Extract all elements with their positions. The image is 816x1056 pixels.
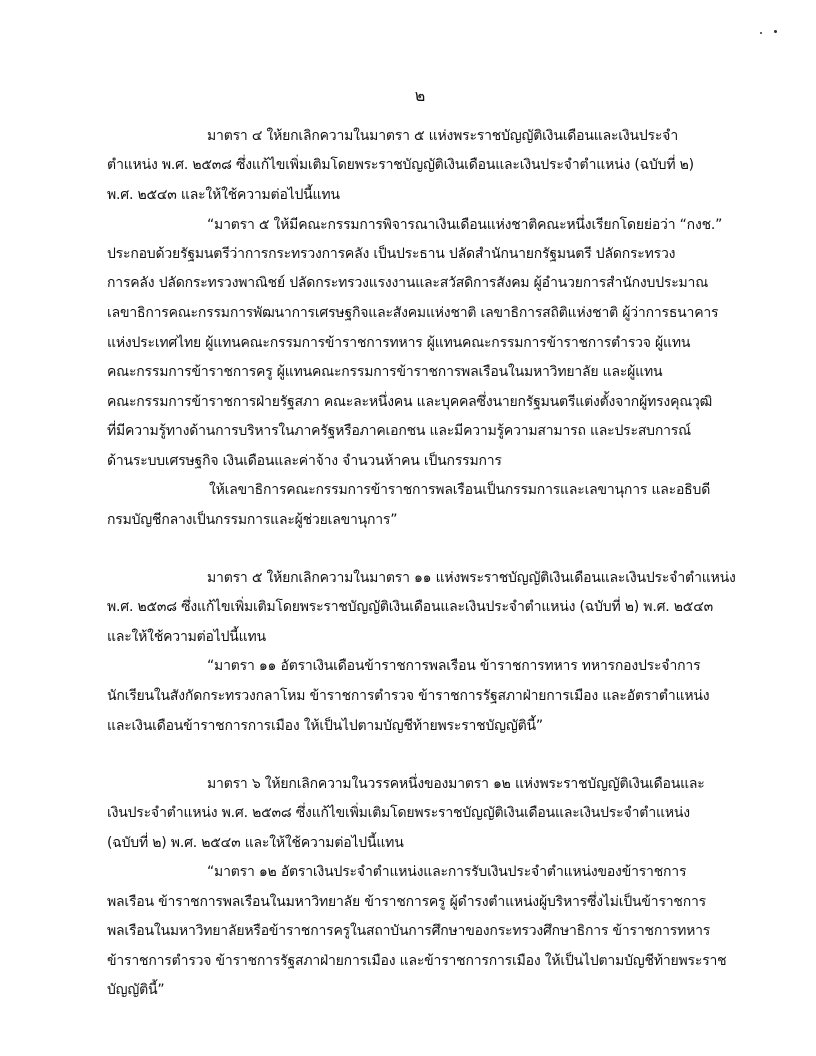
section-3-line: พลเรือนในมหาวิทยาลัยหรือข้าราชการครูในสถาบันการศึกษาของกระทรวงศึกษาธิการ ข้าราชการทหาร [107,923,711,939]
section-2-line: มาตรา ๕ ให้ยกเลิกความในมาตรา ๑๑ แห่งพระราชบัญญัติเงินเดือนและเงินประจำตำแหน่ง [207,570,736,586]
section-2-line: นักเรียนในสังกัดกระทรวงกลาโหม ข้าราชการตำรวจ ข้าราชการรัฐสภาฝ่ายการเมือง และอัตราตำแหน่ง [107,688,710,704]
section-1-line: แห่งประเทศไทย ผู้แทนคณะกรรมการข้าราชการทหาร ผู้แทนคณะกรรมการข้าราชการตำรวจ ผู้แทน [107,335,691,351]
section-3-line: “มาตรา ๑๒ อัตราเงินประจำตำแหน่งและการรับเงินประจำตำแหน่งของข้าราชการ [207,864,687,880]
scan-speck [760,32,762,34]
section-3-line: มาตรา ๖ ให้ยกเลิกความในวรรคหนึ่งของมาตรา ๑๒ แห่งพระราชบัญญัติเงินเดือนและ [207,776,705,792]
section-1-line: มาตรา ๔ ให้ยกเลิกความในมาตรา ๕ แห่งพระราชบัญญัติเงินเดือนและเงินประจำ [207,128,679,144]
section-1-line: ด้านระบบเศรษฐกิจ เงินเดือนและค่าจ้าง จำนวนห้าคน เป็นกรรมการ [107,453,502,469]
section-1-line: คณะกรรมการข้าราชการฝ่ายรัฐสภา คณะละหนึ่งคน และบุคคลซึ่งนายกรัฐมนตรีแต่งตั้งจากผู้ทรงคุณวุฒิ [107,394,713,410]
section-3-line: ข้าราชการตำรวจ ข้าราชการรัฐสภาฝ่ายการเมือง และข้าราชการการเมือง ให้เป็นไปตามบัญชีท้ายพระราช [107,953,727,969]
section-1-line: ให้เลขาธิการคณะกรรมการข้าราชการพลเรือนเป็นกรรมการและเลขานุการ และอธิบดี [209,482,711,498]
section-2-line: และเงินเดือนข้าราชการการเมือง ให้เป็นไปตามบัญชีท้ายพระราชบัญญัตินี้” [107,718,543,734]
section-1-line: การคลัง ปลัดกระทรวงพาณิชย์ ปลัดกระทรวงแรงงานและสวัสดิการสังคม ผู้อำนวยการสำนักงบประมาณ [107,275,708,291]
section-1-line: คณะกรรมการข้าราชการครู ผู้แทนคณะกรรมการข้าราชการพลเรือนในมหาวิทยาลัย และผู้แทน [107,364,663,380]
scan-speck [774,30,777,33]
section-1-line: ตำแหน่ง พ.ศ. ๒๕๓๘ ซึ่งแก้ไขเพิ่มเติมโดยพระราชบัญญัติเงินเดือนและเงินประจำตำแหน่ง (ฉบับที่ ๒) [107,157,694,173]
page-number: ๒ [414,86,426,105]
section-1-line: ประกอบด้วยรัฐมนตรีว่าการกระทรวงการคลัง เป็นประธาน ปลัดสำนักนายกรัฐมนตรี ปลัดกระทรวง [107,246,676,262]
section-3-line: (ฉบับที่ ๒) พ.ศ. ๒๕๔๓ และให้ใช้ความต่อไปนี้แทน [107,835,404,851]
section-3-line: เงินประจำตำแหน่ง พ.ศ. ๒๕๓๘ ซึ่งแก้ไขเพิ่มเติมโดยพระราชบัญญัติเงินเดือนและเงินประจำตำแหน่ง [107,805,690,821]
section-2-line: “มาตรา ๑๑ อัตราเงินเดือนข้าราชการพลเรือน ข้าราชการทหาร ทหารกองประจำการ [207,658,701,674]
section-1-line: เลขาธิการคณะกรรมการพัฒนาการเศรษฐกิจและสังคมแห่งชาติ เลขาธิการสถิติแห่งชาติ ผู้ว่าการธนาคาร [107,305,719,321]
section-1-line: ที่มีความรู้ทางด้านการบริหารในภาครัฐหรือภาคเอกชน และมีความรู้ความสามารถ และประสบการณ์ [107,423,691,439]
section-3-line: บัญญัตินี้” [107,982,165,998]
section-2-line: และให้ใช้ความต่อไปนี้แทน [107,629,266,645]
section-1-line: “มาตรา ๕ ให้มีคณะกรรมการพิจารณาเงินเดือนแห่งชาติคณะหนึ่งเรียกโดยย่อว่า “กงช.” [207,217,723,233]
section-1-line: กรมบัญชีกลางเป็นกรรมการและผู้ช่วยเลขานุการ” [107,512,398,528]
section-1-line: พ.ศ. ๒๕๔๓ และให้ใช้ความต่อไปนี้แทน [107,187,340,203]
section-3-line: พลเรือน ข้าราชการพลเรือนในมหาวิทยาลัย ข้าราชการครู ผู้ดำรงตำแหน่งผู้บริหารซึ่งไม่เป็นข้าราชการ [107,894,706,910]
section-2-line: พ.ศ. ๒๕๓๘ ซึ่งแก้ไขเพิ่มเติมโดยพระราชบัญญัติเงินเดือนและเงินประจำตำแหน่ง (ฉบับที่ ๒) พ.ศ. ๒๕๔๓ [107,599,713,615]
